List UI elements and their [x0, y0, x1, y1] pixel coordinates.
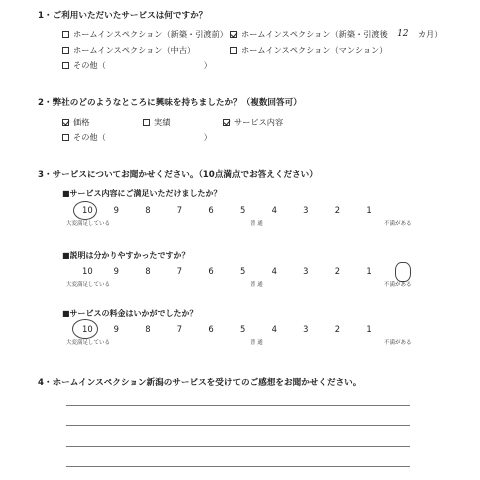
label-mid: 普 通	[250, 221, 263, 227]
scale-3[interactable]: 3	[303, 266, 309, 276]
answer-line[interactable]	[66, 425, 410, 426]
q2-title: 2・弊社のどのようなところに興味を持ちましたか？（複数回答可）	[38, 98, 302, 108]
option-label: サービス内容	[234, 117, 284, 127]
rating-scale[interactable]	[82, 267, 398, 275]
option-suffix: ）	[203, 132, 212, 142]
scale-10[interactable]: 10	[82, 205, 93, 215]
rating-scale[interactable]	[82, 206, 398, 214]
label-high: 大変満足している	[66, 282, 111, 288]
answer-line[interactable]	[66, 466, 410, 467]
q1-option-new-before[interactable]	[62, 30, 228, 38]
scale-5[interactable]: 5	[239, 266, 246, 276]
handwritten-circle	[73, 201, 97, 220]
option-label: ホームインスペクション（中古）	[73, 45, 196, 55]
scale-5[interactable]: 5	[239, 324, 246, 334]
q3-title: 3・サービスについてお聞かせください。（10点満点でお答えください）	[38, 170, 318, 180]
scale-8[interactable]: 8	[145, 266, 151, 276]
scale-9[interactable]: 9	[113, 266, 119, 276]
q1-option-new-after[interactable]	[230, 30, 442, 39]
q2-option-service[interactable]	[223, 118, 283, 126]
checkbox-checked[interactable]	[223, 119, 230, 126]
q1-option-other[interactable]	[62, 61, 212, 69]
scale-1[interactable]: 1	[366, 324, 372, 334]
scale-8[interactable]: 8	[145, 205, 151, 215]
checkbox[interactable]	[62, 31, 69, 38]
label-low: 不満がある	[384, 340, 412, 346]
option-label: その他（	[73, 60, 106, 70]
option-label: 価格	[73, 117, 90, 127]
scale-6[interactable]: 6	[208, 266, 214, 276]
handwritten-months: 12	[397, 29, 409, 39]
scale-3[interactable]: 3	[303, 205, 309, 215]
label-low: 不満がある	[384, 282, 412, 288]
checkbox[interactable]	[62, 47, 69, 54]
label-high: 大変満足している	[66, 221, 111, 227]
scale-4[interactable]: 4	[271, 205, 277, 215]
option-label: ホームインスペクション（マンション）	[241, 45, 388, 55]
scale-4[interactable]: 4	[271, 324, 277, 334]
checkbox[interactable]	[143, 119, 150, 126]
checkbox[interactable]	[62, 62, 69, 69]
scale-2[interactable]: 2	[334, 266, 341, 276]
option-label: その他（	[73, 132, 106, 142]
q2-option-other[interactable]	[62, 133, 212, 141]
scale-10[interactable]: 10	[82, 324, 93, 334]
q2-option-price[interactable]	[62, 118, 89, 126]
scale-7[interactable]: 7	[176, 205, 183, 215]
q4-title: 4・ホームインスペクション新潟のサービスを受けてのご感想をお聞かせください。	[38, 378, 362, 388]
checkbox-checked[interactable]	[62, 119, 69, 126]
option-suffix: ）	[203, 60, 212, 70]
answer-line[interactable]	[66, 405, 410, 406]
scale-6[interactable]: 6	[208, 205, 214, 215]
scale-10[interactable]: 10	[82, 266, 93, 276]
option-label: ホームインスペクション（新築・引渡後	[241, 29, 388, 40]
scale-4[interactable]: 4	[271, 266, 277, 276]
checkbox[interactable]	[230, 47, 237, 54]
scale-3[interactable]: 3	[303, 324, 309, 334]
q3-item-price: ■サービスの料金はいかがでしたか？	[62, 309, 198, 318]
label-high: 大変満足している	[66, 340, 111, 346]
checkbox[interactable]	[62, 134, 69, 141]
q3-item-satisfaction: ■サービス内容にご満足いただけましたか？	[62, 189, 222, 198]
scale-7[interactable]: 7	[176, 324, 183, 334]
handwritten-circle	[72, 319, 98, 339]
scale-2[interactable]: 2	[334, 205, 341, 215]
scale-8[interactable]: 8	[145, 324, 151, 334]
scale-9[interactable]: 9	[113, 324, 119, 334]
q1-title: 1・ご利用いただいたサービスは何ですか？	[38, 11, 208, 21]
checkbox-checked[interactable]	[230, 31, 237, 38]
answer-line[interactable]	[66, 446, 410, 447]
handwritten-circle	[395, 262, 411, 282]
option-suffix: カ月）	[417, 29, 443, 40]
label-mid: 普 通	[250, 282, 263, 288]
label-low: 不満がある	[384, 221, 412, 227]
scale-9[interactable]: 9	[113, 205, 119, 215]
option-label: 実績	[154, 117, 171, 127]
scale-7[interactable]: 7	[176, 266, 183, 276]
scale-1[interactable]: 1	[366, 266, 372, 276]
scale-5[interactable]: 5	[239, 205, 246, 215]
scale-6[interactable]: 6	[208, 324, 214, 334]
scale-2[interactable]: 2	[334, 324, 341, 334]
q2-option-record[interactable]	[143, 118, 170, 126]
q1-option-used[interactable]	[62, 46, 195, 54]
rating-scale[interactable]	[82, 325, 398, 333]
option-label: ホームインスペクション（新築・引渡前）	[73, 29, 228, 39]
scale-1[interactable]: 1	[366, 205, 372, 215]
q1-option-mansion[interactable]	[230, 46, 387, 54]
q3-item-explanation: ■説明は分かりやすかったですか？	[62, 251, 190, 260]
label-mid: 普 通	[250, 340, 263, 346]
